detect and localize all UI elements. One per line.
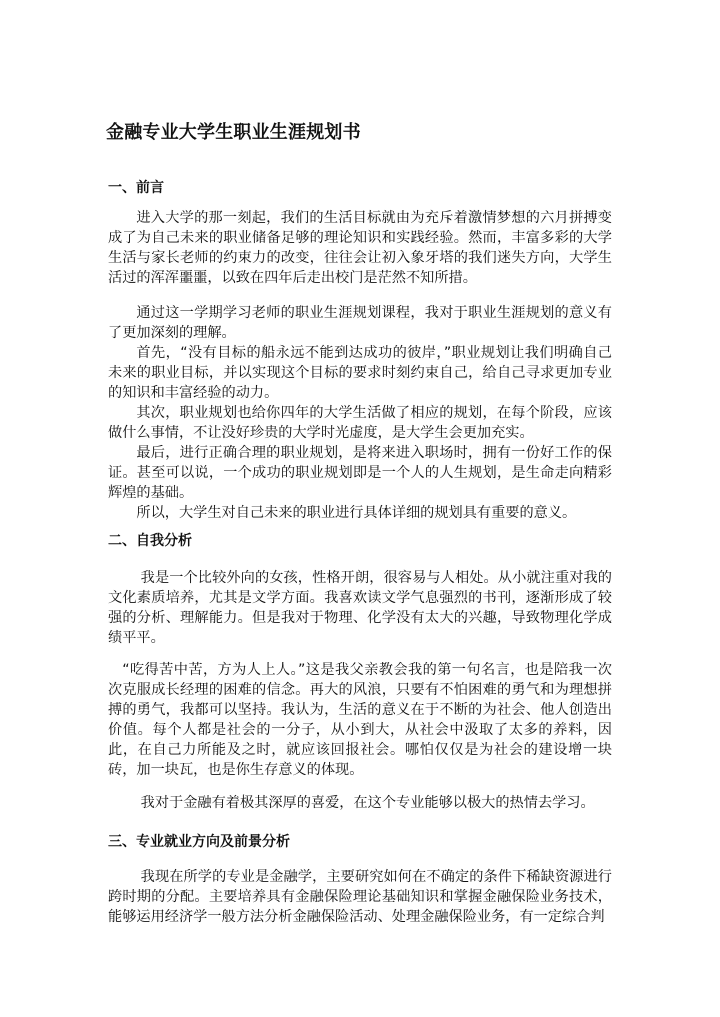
paragraph: 首先，“没有目标的船永远不能到达成功的彼岸，”职业规划让我们明确自己未来的职业目标，并以实现这个目标的要求时刻约束自己，给自己寻求更加专业的知识和丰富经验的动力。: [108, 345, 612, 401]
self-analysis-block-2: [108, 660, 612, 780]
paragraph: 我是一个比较外向的女孩，性格开朗，很容易与人相处。从小就注重对我的文化素质培养，尤其是文学方面。我喜欢读文学气息强烈的书刊，逐渐形成了较强的分析、理解能力。但是我对于物理、化学没有太大的兴趣，导致物理化学成绩平平。: [108, 570, 612, 646]
paragraph: “吃得苦中苦，方为人上人。”这是我父亲教会我的第一句名言，也是陪我一次次克服成长经理的困难的信念。再大的风浪，只要有不怕困难的勇气和为理想拼搏的勇气，我都可以坚持。我认为，生活的意义在于不断的为社会、他人创造出价值。每个人都是社会的一分子，从小到大，从社会中汲取了太多的养料，因此，在自己力所能及之时，就应该回报社会。哪怕仅仅是为社会的建设增一块砖，加一块瓦，也是你生存意义的体现。: [108, 662, 612, 778]
paragraph: 最后，进行正确合理的职业规划，是将来进入职场时，拥有一份好工作的保证。甚至可以说，一个成功的职业规划即是一个人的人生规划，是生命走向精彩辉煌的基础。: [108, 445, 612, 501]
preface-body-block: [108, 303, 612, 523]
paragraph: 所以，大学生对自己未来的职业进行具体详细的规划具有重要的意义。: [136, 505, 577, 521]
section-heading-preface: 一、前言: [108, 180, 164, 196]
paragraph: 其次，职业规划也给你四年的大学生活做了相应的规划，在每个阶段，应该做什么事情，不让没好珍贵的大学时光虚度，是大学生会更加充实。: [108, 405, 612, 441]
paragraph: 通过这一学期学习老师的职业生涯规划课程，我对于职业生涯规划的意义有了更加深刻的理解。: [108, 305, 612, 341]
section-heading-career-outlook: 三、专业就业方向及前景分析: [108, 834, 290, 850]
preface-intro-block: [108, 208, 612, 288]
paragraph: 我现在所学的专业是金融学，主要研究如何在不确定的条件下稀缺资源进行跨时期的分配。主要培养具有金融保险理论基础知识和掌握金融保险业务技术，能够运用经济学一般方法分析金融保险活动、处理金融保险业务，有一定综合判: [108, 869, 612, 925]
paragraph: 我对于金融有着极其深厚的喜爱，在这个专业能够以极大的热情去学习。: [140, 795, 595, 811]
self-analysis-block-1: [108, 568, 612, 648]
career-outlook-block: [108, 867, 612, 927]
self-analysis-block-3: [108, 793, 612, 813]
document-title: 金融专业大学生职业生涯规划书: [106, 122, 361, 143]
paragraph: 进入大学的那一刻起，我们的生活目标就由为充斥着激情梦想的六月拼搏变成了为自己未来的职业储备足够的理论知识和实践经验。然而，丰富多彩的大学生活与家长老师的约束力的改变，往往会让初入象牙塔的我们迷失方向，大学生活过的浑浑噩噩，以致在四年后走出校门是茫然不知所措。: [108, 210, 612, 286]
section-heading-self-analysis: 二、自我分析: [108, 533, 192, 549]
